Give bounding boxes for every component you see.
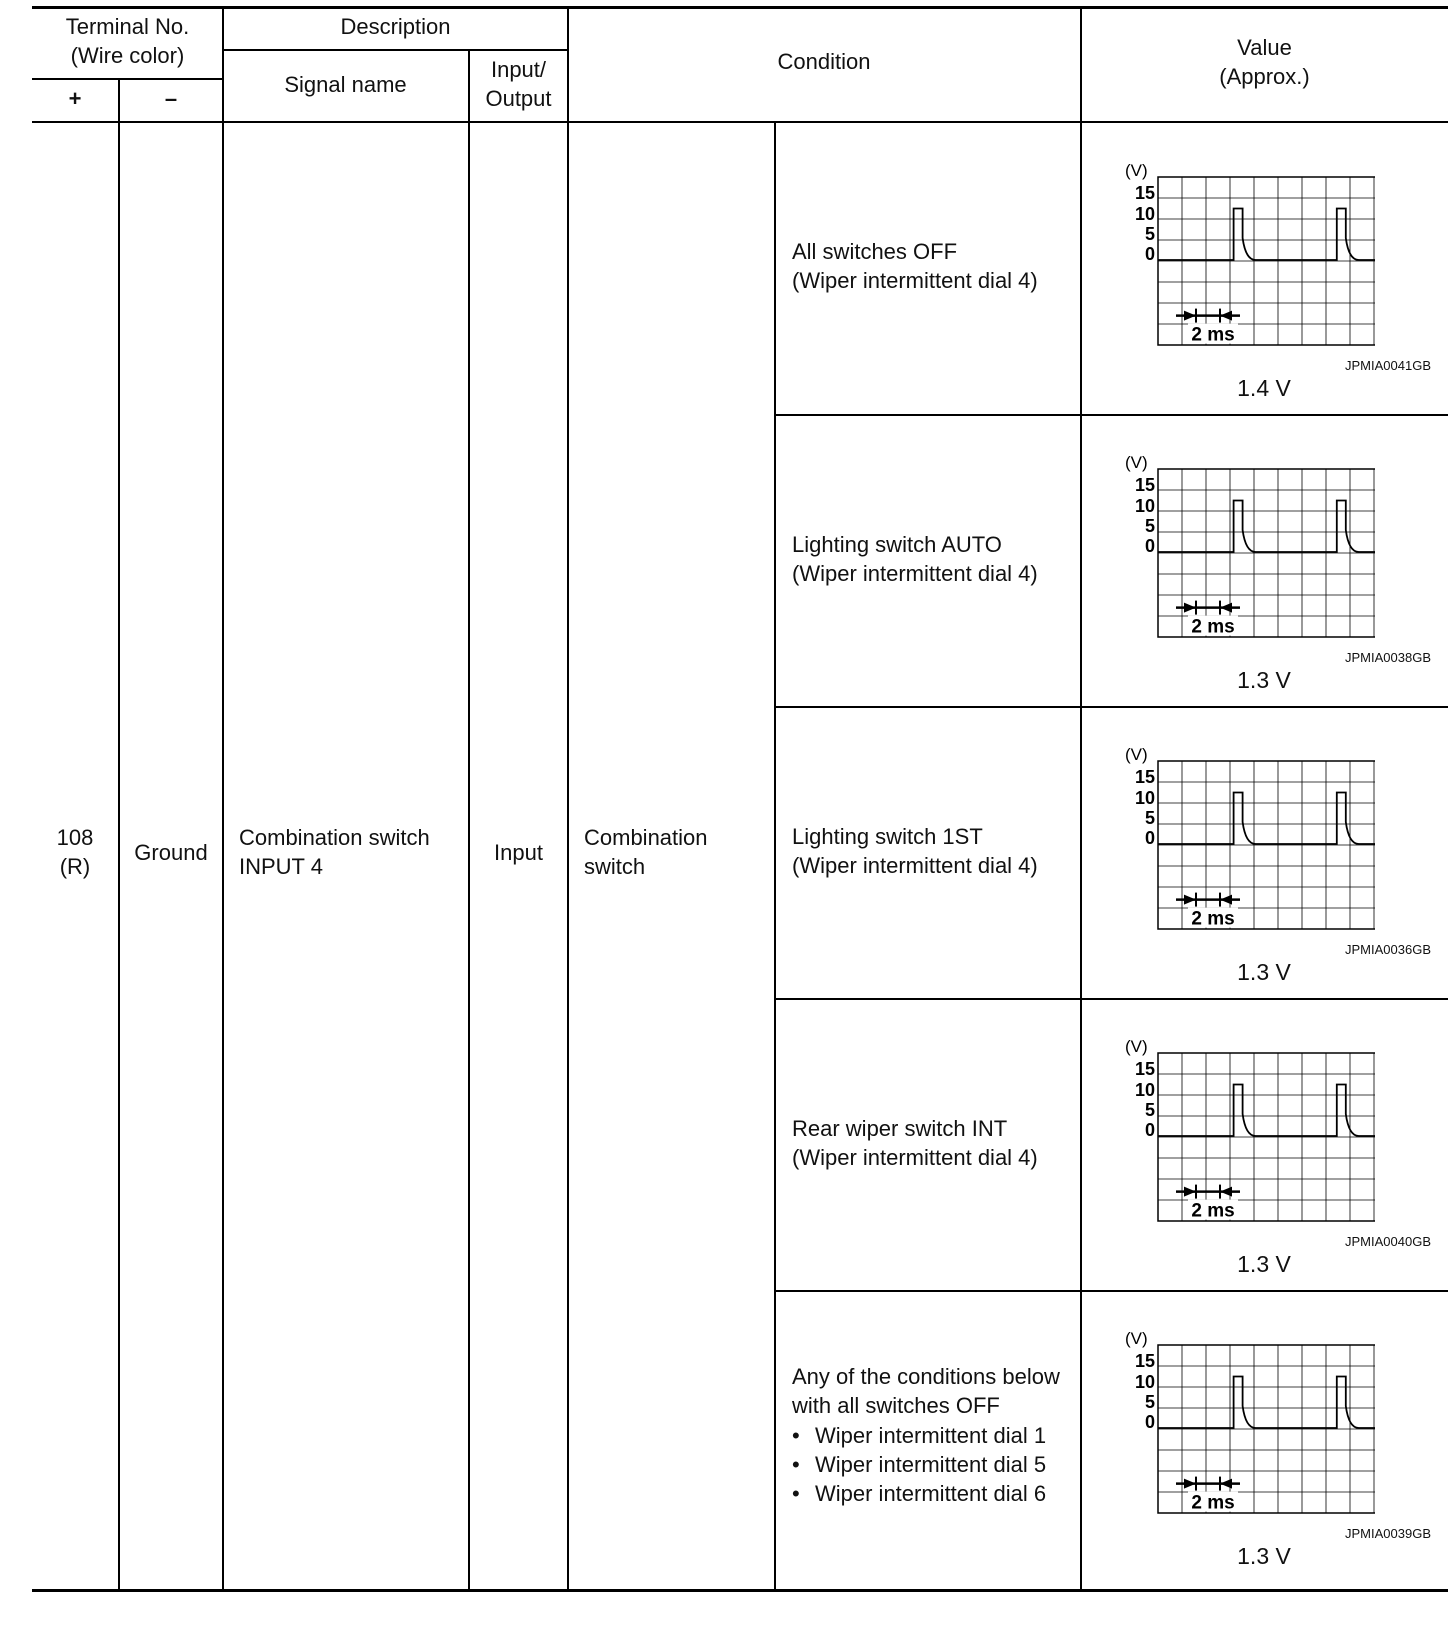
waveform-trace <box>1158 793 1375 845</box>
condition-3-line1: Lighting switch 1ST <box>792 824 983 849</box>
header-value-line2: (Approx.) <box>1219 64 1310 89</box>
condition-3-line2: (Wiper intermittent dial 4) <box>792 853 1038 878</box>
condition-2-line2: (Wiper intermittent dial 4) <box>792 561 1038 586</box>
waveform-graph-3 <box>1125 747 1375 932</box>
row-divider-1 <box>775 414 1448 416</box>
waveform-trace <box>1158 1085 1375 1137</box>
arrowhead-icon <box>1184 895 1196 905</box>
arrowhead-icon <box>1184 603 1196 613</box>
waveform-trace <box>1158 209 1375 261</box>
arrowhead-icon <box>1184 311 1196 321</box>
time-scale-label: 2 ms <box>1191 1200 1235 1222</box>
waveform-trace <box>1158 501 1375 553</box>
value-1: 1.4 V <box>1237 375 1291 401</box>
graph-tick-label: 0 <box>1144 536 1155 556</box>
graph-tick-label: 10 <box>1134 1080 1155 1100</box>
condition-5-bullet-2: Wiper intermittent dial 5 <box>815 1452 1047 1477</box>
signal-name-line2: INPUT 4 <box>239 854 323 879</box>
value-5: 1.3 V <box>1237 1543 1291 1569</box>
time-scale-label: 2 ms <box>1191 324 1235 346</box>
value-4: 1.3 V <box>1237 1251 1291 1277</box>
terminal-plus-number: 108 <box>56 825 94 850</box>
graph-tick-label: 10 <box>1134 204 1155 224</box>
condition-1-line2: (Wiper intermittent dial 4) <box>792 268 1038 293</box>
header-signal-name: Signal name <box>284 72 407 97</box>
table-bottom-border <box>32 1589 1448 1592</box>
arrowhead-icon <box>1220 603 1232 613</box>
graph-tick-label: 15 <box>1134 1059 1155 1079</box>
figure-code-4: JPMIA0040GB <box>1345 1234 1431 1249</box>
waveform-graph-2 <box>1125 455 1375 640</box>
waveform-graph-5 <box>1125 1331 1375 1516</box>
arrowhead-icon <box>1220 1479 1232 1489</box>
col-divider-description-condition <box>567 7 569 1591</box>
table-top-border <box>32 6 1448 9</box>
graph-unit-label: (V) <box>1125 747 1148 764</box>
header-io-line2: Output <box>485 86 552 111</box>
graph-tick-label: 15 <box>1134 767 1155 787</box>
graph-tick-label: 0 <box>1144 244 1155 264</box>
arrowhead-icon <box>1220 895 1232 905</box>
header-bottom-border <box>32 121 1448 123</box>
condition-2-line1: Lighting switch AUTO <box>792 532 1002 557</box>
header-description: Description <box>340 14 451 39</box>
condition-main-line2: switch <box>584 854 646 879</box>
graph-tick-label: 5 <box>1144 224 1155 244</box>
bullet-dot-icon: • <box>792 1452 800 1477</box>
terminal-plus-wire: (R) <box>59 854 91 879</box>
time-scale-label: 2 ms <box>1191 1492 1235 1514</box>
condition-5-line2: with all switches OFF <box>792 1393 1000 1418</box>
condition-1-line1: All switches OFF <box>792 239 958 264</box>
figure-code-5: JPMIA0039GB <box>1345 1526 1431 1541</box>
col-divider-plus-minus <box>118 79 120 1591</box>
figure-code-1: JPMIA0041GB <box>1345 358 1431 373</box>
col-divider-condition-value <box>1080 7 1082 1591</box>
graph-tick-label: 0 <box>1144 1120 1155 1140</box>
header-condition: Condition <box>777 49 871 74</box>
header-terminal: Terminal No. <box>65 14 190 39</box>
value-2: 1.3 V <box>1237 667 1291 693</box>
io-value: Input <box>494 840 543 865</box>
terminal-minus: Ground <box>134 840 208 865</box>
graph-tick-label: 10 <box>1134 1372 1155 1392</box>
row-divider-2 <box>775 706 1448 708</box>
graph-tick-label: 5 <box>1144 516 1155 536</box>
graph-tick-label: 0 <box>1144 828 1155 848</box>
graph-tick-label: 5 <box>1144 1100 1155 1120</box>
graph-unit-label: (V) <box>1125 163 1148 180</box>
row-divider-3 <box>775 998 1448 1000</box>
graph-tick-label: 15 <box>1134 475 1155 495</box>
graph-unit-label: (V) <box>1125 1039 1148 1056</box>
col-divider-terminal-description <box>222 7 224 1591</box>
graph-tick-label: 5 <box>1144 808 1155 828</box>
waveform-graph-4 <box>1125 1039 1375 1224</box>
waveform-trace <box>1158 1377 1375 1429</box>
graph-tick-label: 5 <box>1144 1392 1155 1412</box>
graph-tick-label: 0 <box>1144 1412 1155 1432</box>
graph-unit-label: (V) <box>1125 455 1148 472</box>
arrowhead-icon <box>1184 1187 1196 1197</box>
arrowhead-icon <box>1220 311 1232 321</box>
header-wire-color: (Wire color) <box>70 43 185 68</box>
header-plus: + <box>68 86 82 111</box>
time-scale-label: 2 ms <box>1191 616 1235 638</box>
condition-main-line1: Combination <box>584 825 708 850</box>
terminal-subheader-divider <box>32 78 223 80</box>
graph-tick-label: 15 <box>1134 1351 1155 1371</box>
graph-tick-label: 15 <box>1134 183 1155 203</box>
waveform-graph-1 <box>1125 163 1375 348</box>
condition-5-bullet-1: Wiper intermittent dial 1 <box>815 1423 1047 1448</box>
condition-5-line1: Any of the conditions below <box>792 1364 1060 1389</box>
header-minus: – <box>164 86 178 111</box>
graph-tick-label: 10 <box>1134 496 1155 516</box>
row-divider-4 <box>775 1290 1448 1292</box>
condition-4-line2: (Wiper intermittent dial 4) <box>792 1145 1038 1170</box>
arrowhead-icon <box>1184 1479 1196 1489</box>
condition-5-bullet-3: Wiper intermittent dial 6 <box>815 1481 1047 1506</box>
header-io-line1: Input/ <box>490 57 547 82</box>
figure-code-2: JPMIA0038GB <box>1345 650 1431 665</box>
bullet-dot-icon: • <box>792 1481 800 1506</box>
figure-code-3: JPMIA0036GB <box>1345 942 1431 957</box>
arrowhead-icon <box>1220 1187 1232 1197</box>
signal-name-line1: Combination switch <box>239 825 430 850</box>
condition-4-line1: Rear wiper switch INT <box>792 1116 1008 1141</box>
time-scale-label: 2 ms <box>1191 908 1235 930</box>
header-value-line1: Value <box>1237 35 1292 60</box>
col-divider-signal-io <box>468 50 470 1591</box>
graph-unit-label: (V) <box>1125 1331 1148 1348</box>
col-divider-condition-sub <box>774 122 776 1591</box>
description-subheader-divider <box>223 49 568 51</box>
bullet-dot-icon: • <box>792 1423 800 1448</box>
value-3: 1.3 V <box>1237 959 1291 985</box>
graph-tick-label: 10 <box>1134 788 1155 808</box>
